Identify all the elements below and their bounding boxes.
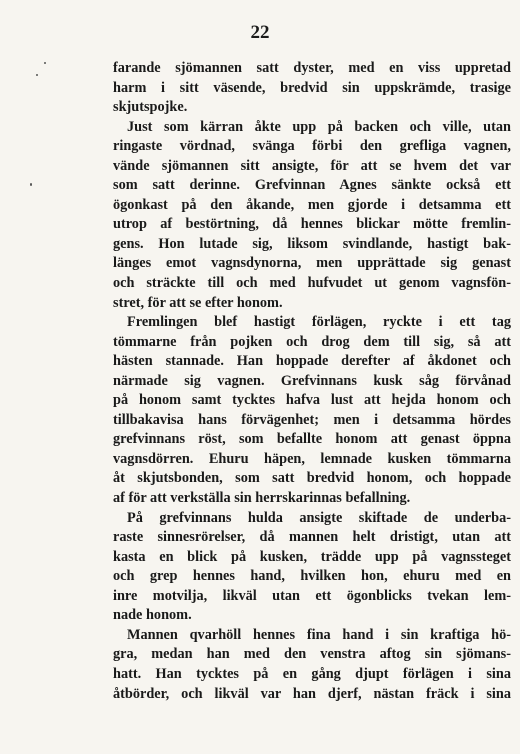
text-line: åt skjutsbonden, som satt bredvid honom, och hoppade xyxy=(113,470,511,487)
text-line: grefvinnans röst, som befallte honom att genast öppna xyxy=(113,431,511,448)
print-speck xyxy=(36,74,38,76)
page-number: 22 xyxy=(250,22,270,43)
text-line: stret, för att se efter honom. xyxy=(113,294,283,311)
text-line: och sträckte till och med hufvudet ut genom vagnsfön- xyxy=(113,275,511,292)
text-line: kasta en blick på kusken, trädde upp på vagnssteget xyxy=(113,548,511,565)
text-line: länges emot vagnsdynorna, men upprättade sig genast xyxy=(113,255,511,272)
text-line: farande sjömannen satt dyster, med en viss uppretad xyxy=(113,60,511,76)
text-line: hatt. Han tycktes på en gång djupt förlägen i sina xyxy=(113,665,511,682)
text-line: och grep hennes hand, hvilken hon, ehuru med en xyxy=(113,568,511,585)
text-line: vände sjömannen sitt ansigte, för att se hvem det var xyxy=(113,157,511,174)
text-line: ögonkast på den åkande, men gjorde i detsamma ett xyxy=(113,196,511,213)
text-line: Just som kärran åkte upp på backen och ville, utan xyxy=(127,118,511,135)
text-line: på honom samt tycktes hafva lust att hejda honom och xyxy=(113,392,511,409)
text-line: inre motvilja, likväl utan ett ögonblicks tvekan lem- xyxy=(113,587,511,604)
text-line: På grefvinnans hulda ansigte skiftade de underba- xyxy=(127,509,511,526)
text-line: åtbörder, och likväl var han djerf, nästan fräck i sina xyxy=(113,685,511,702)
text-line: tillbakavisa hans förvägenhet; men i detsamma hördes xyxy=(113,411,511,428)
text-line: närmade sig vagnen. Grefvinnans kusk såg förvånad xyxy=(113,372,511,389)
text-line: hästen stannade. Han hoppade derefter af åkdonet och xyxy=(113,353,511,370)
text-line: af för att verkställa sin herrskarinnas befallning. xyxy=(113,490,411,507)
text-line: tömmarne från pojken och drog dem till sig, så att xyxy=(113,333,511,350)
text-line: raste sinnesrörelser, då mannen helt dristigt, utan att xyxy=(113,529,511,546)
text-line: skjutspojke. xyxy=(113,99,188,116)
text-line: gens. Hon lutade sig, liksom svindlande, hastigt bak- xyxy=(113,235,511,252)
text-line: Fremlingen blef hastigt förlägen, ryckte i ett tag xyxy=(127,314,511,331)
text-line: harm i sitt väsende, bredvid sin uppskrämde, trasige xyxy=(113,79,511,96)
text-line: Mannen qvarhöll hennes fina hand i sin kraftiga hö- xyxy=(127,626,511,643)
print-speck xyxy=(44,62,46,64)
text-line: vagnsdörren. Ehuru häpen, lemnade kusken tömmarna xyxy=(113,450,511,467)
text-line: ringaste vördnad, svänga förbi den grefliga vagnen, xyxy=(113,138,511,155)
text-line: utrop af bestörtning, då hennes blickar mötte fremlin- xyxy=(113,216,511,233)
print-speck xyxy=(30,183,32,186)
text-line: gra, medan han med den venstra aftog sin sjömans- xyxy=(113,646,511,663)
body-text xyxy=(113,59,511,704)
text-line: nade honom. xyxy=(113,607,192,624)
text-line: som satt derinne. Grefvinnan Agnes sänkte också ett xyxy=(113,177,511,194)
